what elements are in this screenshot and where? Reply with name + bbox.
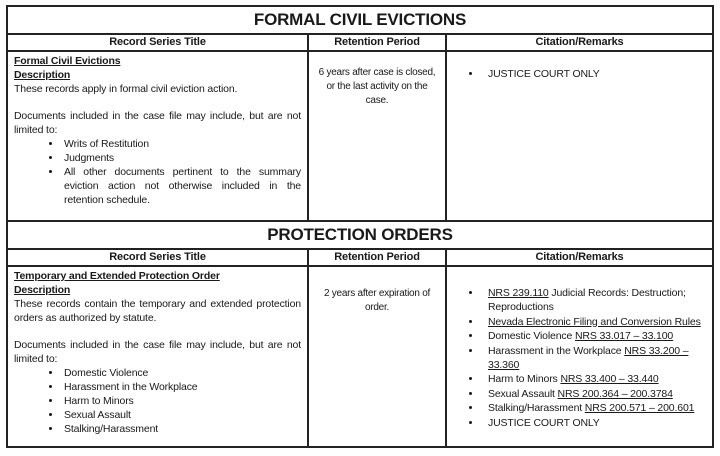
citation-statute-reference: NRS 33.017 – 33.100 bbox=[574, 330, 674, 342]
citation-item bbox=[482, 315, 706, 329]
citation-text: Harassment in the Workplace bbox=[488, 344, 625, 357]
citation-text: Sexual Assault bbox=[488, 387, 558, 400]
document-bullet-item: • Harassment in the Workplace bbox=[62, 380, 301, 394]
column-header-record-series-title: Record Series Title bbox=[109, 251, 206, 263]
record-row-formal-civil-evictions bbox=[8, 52, 712, 222]
citation-text: Judicial Records: Destruction; Reproductions bbox=[488, 287, 686, 313]
document-bullet-item: • Harm to Minors bbox=[62, 394, 301, 408]
section-title-text: PROTECTION ORDERS bbox=[267, 225, 453, 244]
citation-statute-reference: NRS 33.400 – 33.440 bbox=[560, 373, 659, 385]
record-series-cell bbox=[8, 267, 307, 446]
record-series-cell bbox=[8, 52, 307, 220]
column-header-retention-period: Retention Period bbox=[307, 35, 445, 50]
citation-item bbox=[482, 344, 706, 372]
documents-intro-text: Documents included in the case file may include, but are not limited to: bbox=[14, 339, 301, 365]
citation-statute-reference: NRS 33.200 – 33.360 bbox=[488, 344, 689, 371]
citation-statute-reference: NRS 200.571 – 200.601 bbox=[584, 402, 695, 414]
citation-text: JUSTICE COURT ONLY bbox=[488, 416, 600, 429]
record-row-protection-orders bbox=[8, 267, 712, 446]
citation-item bbox=[482, 401, 706, 415]
citation-item bbox=[482, 372, 706, 386]
document-bullet-list bbox=[14, 137, 301, 207]
record-title: Temporary and Extended Protection Order bbox=[14, 270, 220, 282]
description-heading: Description bbox=[14, 284, 71, 296]
column-header-citation-remarks: Citation/Remarks bbox=[445, 250, 712, 265]
document-bullet-item: • All other documents pertinent to the summary eviction action not otherwise included in the retention schedule. bbox=[62, 165, 301, 207]
document-bullet-item: • Stalking/Harassment bbox=[62, 422, 301, 436]
description-text: These records apply in formal civil eviction action. bbox=[14, 83, 238, 95]
citation-statute-reference: Nevada Electronic Filing and Conversion Rules bbox=[488, 315, 701, 328]
column-header-row bbox=[8, 250, 712, 267]
citation-list bbox=[453, 67, 706, 81]
description-heading: Description bbox=[14, 69, 71, 81]
retention-period-cell bbox=[307, 267, 445, 446]
section-title-text: FORMAL CIVIL EVICTIONS bbox=[253, 10, 467, 29]
citation-text: JUSTICE COURT ONLY bbox=[488, 68, 600, 80]
citation-remarks-cell bbox=[445, 267, 712, 446]
retention-schedule-table bbox=[6, 5, 714, 448]
column-header-record-series-title: Record Series Title bbox=[109, 36, 206, 48]
column-header-row bbox=[8, 35, 712, 52]
document-bullet-item: • Writs of Restitution bbox=[62, 137, 301, 151]
documents-intro-text: Documents included in the case file may include, but are not limited to: bbox=[14, 110, 301, 136]
document-bullet-item: • Domestic Violence bbox=[62, 366, 301, 380]
citation-item bbox=[482, 416, 706, 430]
document-bullet-list bbox=[14, 366, 301, 436]
section-title-protection-orders bbox=[8, 222, 712, 250]
retention-period-text: 2 years after expiration of order. bbox=[323, 288, 431, 313]
document-bullet-item: • Sexual Assault bbox=[62, 408, 301, 422]
retention-period-cell bbox=[307, 52, 445, 220]
citation-item bbox=[482, 387, 706, 401]
description-text: These records contain the temporary and extended protection orders as authorized by statute. bbox=[14, 298, 301, 324]
section-title-formal-civil-evictions bbox=[8, 7, 712, 35]
citation-remarks-cell bbox=[445, 52, 712, 220]
citation-statute-reference: NRS 200.364 – 200.3784 bbox=[557, 387, 673, 400]
column-header-retention-period: Retention Period bbox=[307, 250, 445, 265]
citation-text: Harm to Minors bbox=[488, 373, 561, 385]
document-bullet-item: • Judgments bbox=[62, 151, 301, 165]
citation-statute-reference: NRS 239.110 bbox=[488, 287, 549, 299]
citation-text: Domestic Violence bbox=[488, 330, 575, 342]
citation-text: Stalking/Harassment bbox=[488, 402, 585, 414]
column-header-citation-remarks: Citation/Remarks bbox=[445, 35, 712, 50]
citation-item bbox=[482, 286, 706, 314]
citation-list bbox=[453, 286, 706, 430]
citation-item bbox=[482, 329, 706, 343]
record-title: Formal Civil Evictions bbox=[14, 55, 121, 67]
citation-item bbox=[482, 67, 706, 81]
retention-period-text: 6 years after case is closed, or the last activity on the case. bbox=[318, 67, 436, 106]
